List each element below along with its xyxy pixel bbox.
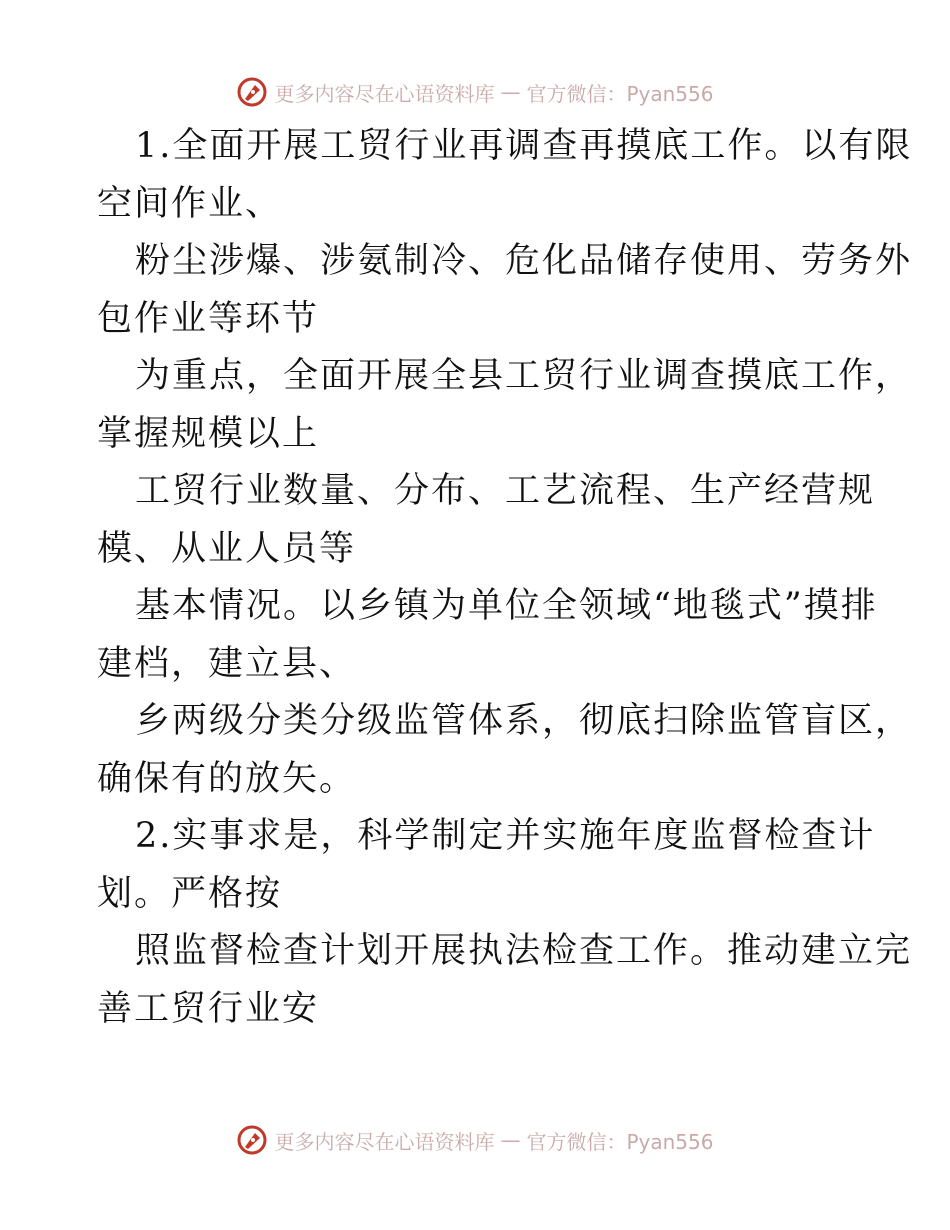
banner-title: 更多内容尽在心语资料库 xyxy=(274,81,495,106)
pen-nib-logo-icon xyxy=(236,76,268,108)
header-banner xyxy=(0,72,950,112)
paragraph-continuation: 善工贸行业安 xyxy=(97,988,320,1029)
paragraph-continuation: 划。严格按 xyxy=(97,873,283,914)
paragraph-first-line: 1.全面开展工贸行业再调查再摸底工作。以有限 xyxy=(135,126,913,166)
banner-separator: — xyxy=(500,1128,521,1152)
paragraph-continuation: 掌握规模以上 xyxy=(97,413,320,454)
paragraph-first-line: 为重点，全面开展全县工贸行业调查摸底工作， xyxy=(135,356,913,396)
paragraph xyxy=(97,693,913,808)
document-body xyxy=(97,118,913,1038)
paragraph-first-line: 照监督检查计划开展执法检查工作。推动建立完 xyxy=(135,931,913,971)
banner-contact: 官方微信：Pyan556 xyxy=(526,81,714,106)
paragraph xyxy=(97,348,913,463)
paragraph-continuation: 确保有的放矢。 xyxy=(97,758,357,799)
paragraph-continuation: 建档，建立县、 xyxy=(97,643,357,684)
paragraph xyxy=(97,118,913,233)
paragraph-first-line: 乡两级分类分级监管体系，彻底扫除监管盲区， xyxy=(135,701,913,741)
paragraph xyxy=(97,923,913,1038)
paragraph-first-line: 基本情况。以乡镇为单位全领域“地毯式”摸排 xyxy=(135,586,878,626)
paragraph xyxy=(97,808,876,923)
banner-title: 更多内容尽在心语资料库 xyxy=(274,1129,495,1154)
paragraph-continuation: 包作业等环节 xyxy=(97,298,320,339)
paragraph-continuation: 空间作业、 xyxy=(97,183,283,224)
banner-separator: — xyxy=(500,80,521,104)
pen-nib-logo-icon xyxy=(236,1124,268,1156)
paragraph-first-line: 2.实事求是，科学制定并实施年度监督检查计 xyxy=(135,816,876,856)
paragraph xyxy=(97,463,876,578)
banner-contact: 官方微信：Pyan556 xyxy=(526,1129,714,1154)
paragraph xyxy=(97,233,913,348)
paragraph-continuation: 模、从业人员等 xyxy=(97,528,357,569)
paragraph xyxy=(97,578,878,693)
paragraph-first-line: 工贸行业数量、分布、工艺流程、生产经营规 xyxy=(135,471,876,511)
paragraph-first-line: 粉尘涉爆、涉氨制冷、危化品储存使用、劳务外 xyxy=(135,241,913,281)
footer-banner xyxy=(0,1120,950,1160)
